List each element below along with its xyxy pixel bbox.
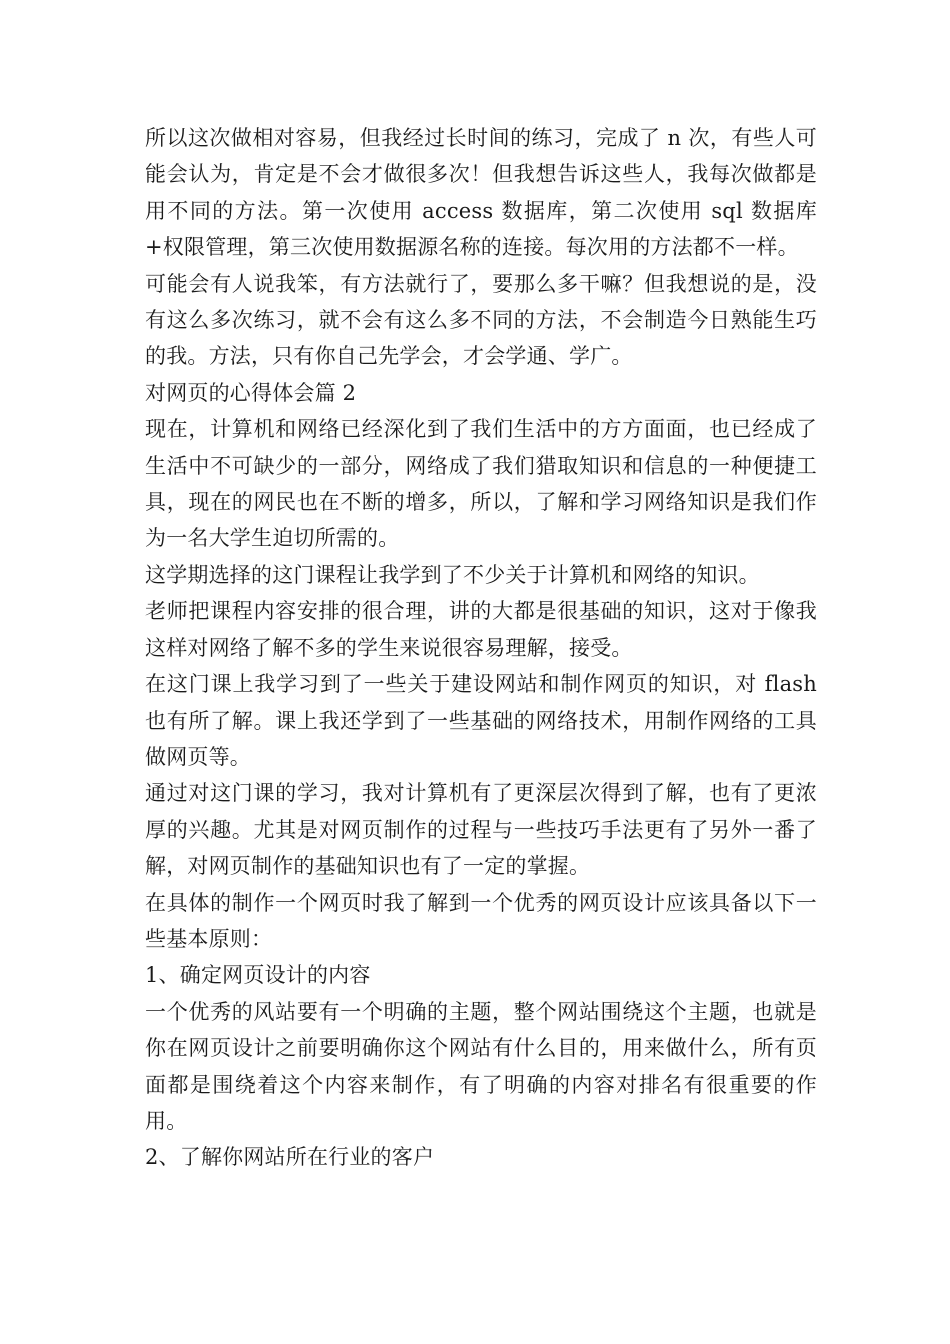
list-heading-2: 2、了解你网站所在行业的客户 <box>145 1145 435 1170</box>
paragraph-8: 在具体的制作一个网页时我了解到一个优秀的网页设计应该具备以下一些基本原则： <box>145 890 817 951</box>
paragraph-6: 在这门课上我学习到了一些关于建设网站和制作网页的知识，对 flash 也有所了解。课上我还学到了一些基础的网络技术，用制作网络的工具做网页等。 <box>145 672 817 769</box>
paragraph-3: 现在，计算机和网络已经深化到了我们生活中的方方面面，也已经成了生活中不可缺少的一部分，网络成了我们猎取知识和信息的一种便捷工具，现在的网民也在不断的增多，所以，了解和学习网络知识是我们作为一名大学生迫切所需的。 <box>145 417 817 551</box>
document-body <box>145 120 817 1176</box>
paragraph-9: 一个优秀的风站要有一个明确的主题，整个网站围绕这个主题，也就是你在网页设计之前要明确你这个网站有什么目的，用来做什么，所有页面都是围绕着这个内容来制作，有了明确的内容对排名有很重要的作用。 <box>145 999 817 1133</box>
paragraph-2: 可能会有人说我笨，有方法就行了，要那么多干嘛？但我想说的是，没有这么多次练习，就不会有这么多不同的方法，不会制造今日熟能生巧的我。方法，只有你自己先学会，才会学通、学广。 <box>145 271 817 369</box>
paragraph-4: 这学期选择的这门课程让我学到了不少关于计算机和网络的知识。 <box>145 562 760 587</box>
section-heading: 对网页的心得体会篇 2 <box>145 380 357 405</box>
list-heading-1: 1、确定网页设计的内容 <box>145 963 371 988</box>
paragraph-1: 所以这次做相对容易，但我经过长时间的练习，完成了 n 次，有些人可能会认为，肯定是不会才做很多次！但我想告诉这些人，我每次做都是用不同的方法。第一次使用 access 数据库，第二次使用 sql 数据库+权限管理，第三次使用数据源名称的连接。每次用的方法都不一样。 <box>145 126 817 260</box>
paragraph-5: 老师把课程内容安排的很合理，讲的大都是很基础的知识，这对于像我这样对网络了解不多的学生来说很容易理解，接受。 <box>145 599 817 660</box>
paragraph-7: 通过对这门课的学习，我对计算机有了更深层次得到了解，也有了更浓厚的兴趣。尤其是对网页制作的过程与一些技巧手法更有了另外一番了解，对网页制作的基础知识也有了一定的掌握。 <box>145 781 817 879</box>
